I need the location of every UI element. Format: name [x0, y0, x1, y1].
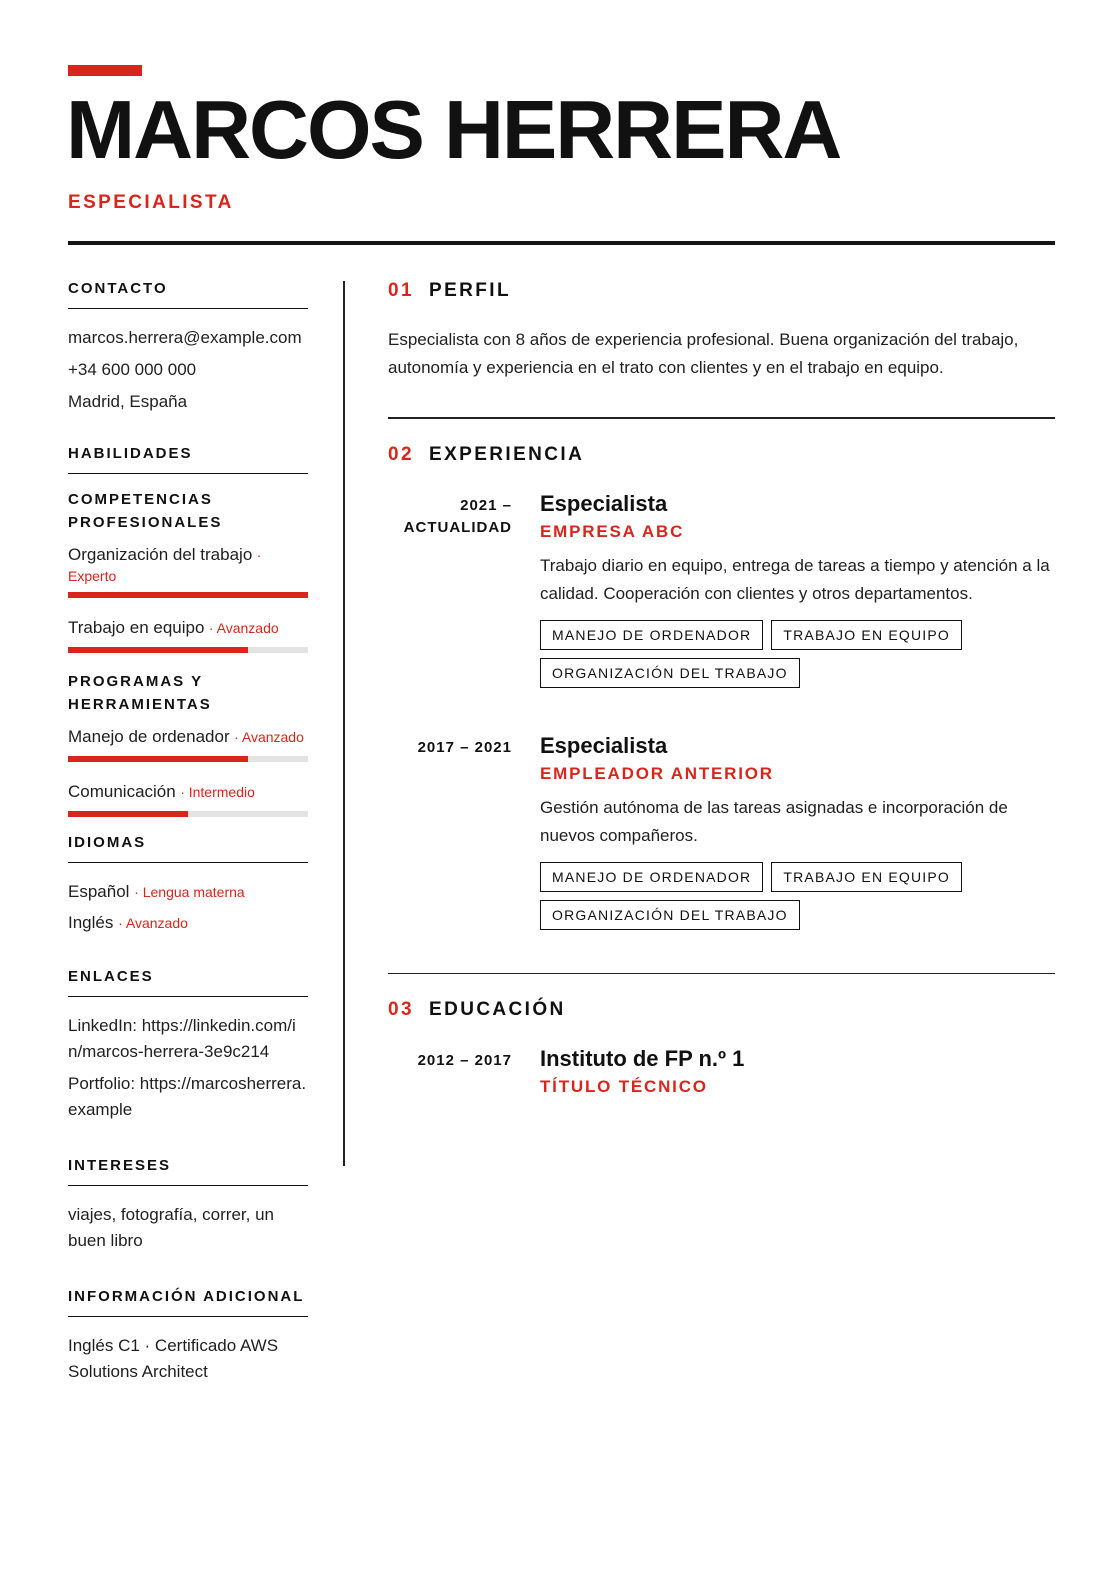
- section-number: 03: [388, 999, 414, 1020]
- education-degree: TÍTULO TÉCNICO: [540, 1077, 708, 1096]
- section-title: PERFIL: [429, 280, 511, 301]
- skill-bar: [68, 756, 308, 762]
- skill-group: [68, 670, 308, 817]
- header-divider: [68, 241, 1055, 245]
- language-name: Inglés: [68, 913, 114, 932]
- skill-group: [68, 488, 308, 653]
- section-title: EXPERIENCIA: [429, 443, 585, 465]
- contact-email[interactable]: marcos.herrera@example.com: [68, 328, 302, 347]
- links-title: ENLACES: [68, 968, 308, 997]
- skill-name: Organización del trabajo: [68, 545, 253, 564]
- candidate-role: ESPECIALISTA: [68, 192, 234, 213]
- skill-level: · Intermedio: [180, 784, 255, 800]
- job-body: [540, 732, 1055, 930]
- job-description: Trabajo diario en equipo, entrega de tareas a tiempo y atención a la calidad. Cooperación con clientes y otros departamentos.: [540, 555, 1050, 603]
- language-item: [68, 910, 308, 936]
- additional-section: [68, 1288, 308, 1385]
- education-school: Instituto de FP n.º 1: [540, 1046, 745, 1071]
- section-number: 01: [388, 280, 414, 301]
- skill-level: · Avanzado: [208, 620, 279, 636]
- accent-bar: [68, 65, 142, 76]
- skill-level: · Avanzado: [234, 729, 304, 745]
- experience-section: [388, 444, 1055, 930]
- skill-item: [68, 615, 308, 653]
- skill-bar-fill: [68, 592, 308, 598]
- interests-section: [68, 1157, 308, 1254]
- skill-group-title: PROGRAMAS Y HERRAMIENTAS: [68, 673, 212, 713]
- job-entry: [388, 490, 1055, 688]
- education-section: [388, 999, 1055, 1097]
- job-date-end: ACTUALIDAD: [403, 518, 512, 536]
- column-divider: [343, 281, 345, 1166]
- job-title: Especialista: [540, 490, 668, 516]
- job-tags: [540, 862, 1055, 930]
- language-level: · Lengua materna: [134, 884, 245, 900]
- education-body: [540, 1045, 1055, 1097]
- section-heading: [388, 999, 1055, 1021]
- section-heading: [388, 280, 1055, 302]
- contact-title: CONTACTO: [68, 280, 308, 309]
- skill-bar: [68, 647, 308, 653]
- candidate-name: MARCOS HERRERA: [66, 83, 841, 176]
- section-heading: [388, 444, 1055, 466]
- link-portfolio[interactable]: Portfolio: https://marcosherrera.example: [68, 1074, 307, 1119]
- languages-title: IDIOMAS: [68, 834, 308, 863]
- skill-bar-fill: [68, 647, 248, 653]
- job-description: Gestión autónoma de las tareas asignadas e incorporación de nuevos compañeros.: [540, 797, 1008, 845]
- sidebar: [68, 280, 308, 1415]
- interests-title: INTERESES: [68, 1157, 308, 1186]
- additional-text: Inglés C1 · Certificado AWS Solutions Architect: [68, 1336, 279, 1381]
- skills-section: [68, 445, 308, 817]
- contact-section: [68, 280, 308, 415]
- skill-tag: TRABAJO EN EQUIPO: [771, 862, 962, 892]
- skill-tag: ORGANIZACIÓN DEL TRABAJO: [540, 900, 800, 930]
- main-content: [388, 280, 1055, 1097]
- profile-section: [388, 280, 1055, 382]
- skill-group-title: COMPETENCIAS PROFESIONALES: [68, 491, 223, 531]
- job-tags: [540, 620, 1055, 688]
- job-body: [540, 490, 1055, 688]
- languages-section: [68, 834, 308, 936]
- skill-item: [68, 724, 308, 762]
- skill-bar-fill: [68, 811, 188, 817]
- education-entry: [388, 1045, 1055, 1097]
- skill-name: Manejo de ordenador: [68, 727, 230, 746]
- skill-name: Trabajo en equipo: [68, 618, 205, 637]
- skill-bar-fill: [68, 756, 248, 762]
- job-company: EMPLEADOR ANTERIOR: [540, 763, 774, 783]
- skill-tag: TRABAJO EN EQUIPO: [771, 620, 962, 650]
- skill-level: · Experto: [68, 547, 262, 584]
- contact-location: Madrid, España: [68, 392, 188, 411]
- language-level: · Avanzado: [118, 915, 188, 931]
- section-divider: [388, 973, 1055, 975]
- job-date: [388, 732, 512, 930]
- section-number: 02: [388, 443, 414, 465]
- skill-item: [68, 542, 308, 598]
- job-date-start: 2017 – 2021: [417, 738, 512, 756]
- contact-phone: +34 600 000 000: [68, 360, 197, 379]
- language-item: [68, 879, 308, 905]
- skill-tag: ORGANIZACIÓN DEL TRABAJO: [540, 658, 800, 688]
- education-date: 2012 – 2017: [417, 1052, 512, 1069]
- job-entry: [388, 732, 1055, 930]
- skill-name: Comunicación: [68, 782, 176, 801]
- skill-item: [68, 779, 308, 817]
- additional-title: INFORMACIÓN ADICIONAL: [68, 1288, 308, 1317]
- skill-tag: MANEJO DE ORDENADOR: [540, 620, 763, 650]
- job-date: [388, 490, 512, 688]
- language-name: Español: [68, 882, 130, 901]
- skill-bar: [68, 592, 308, 598]
- link-linkedin[interactable]: LinkedIn: https://linkedin.com/in/marcos-herrera-3e9c214: [68, 1016, 296, 1061]
- skill-tag: MANEJO DE ORDENADOR: [540, 862, 763, 892]
- interests-text: viajes, fotografía, correr, un buen libro: [68, 1205, 274, 1250]
- section-title: EDUCACIÓN: [429, 999, 566, 1020]
- job-company: EMPRESA ABC: [540, 521, 685, 541]
- job-date-start: 2021 –: [460, 496, 512, 514]
- links-section: [68, 968, 308, 1123]
- job-title: Especialista: [540, 732, 668, 758]
- skill-bar: [68, 811, 308, 817]
- profile-text: Especialista con 8 años de experiencia profesional. Buena organización del trabajo, autonomía y experiencia en el trato con clientes y en el trabajo en equipo.: [388, 330, 1019, 377]
- section-divider: [388, 417, 1055, 419]
- skills-title: HABILIDADES: [68, 445, 308, 474]
